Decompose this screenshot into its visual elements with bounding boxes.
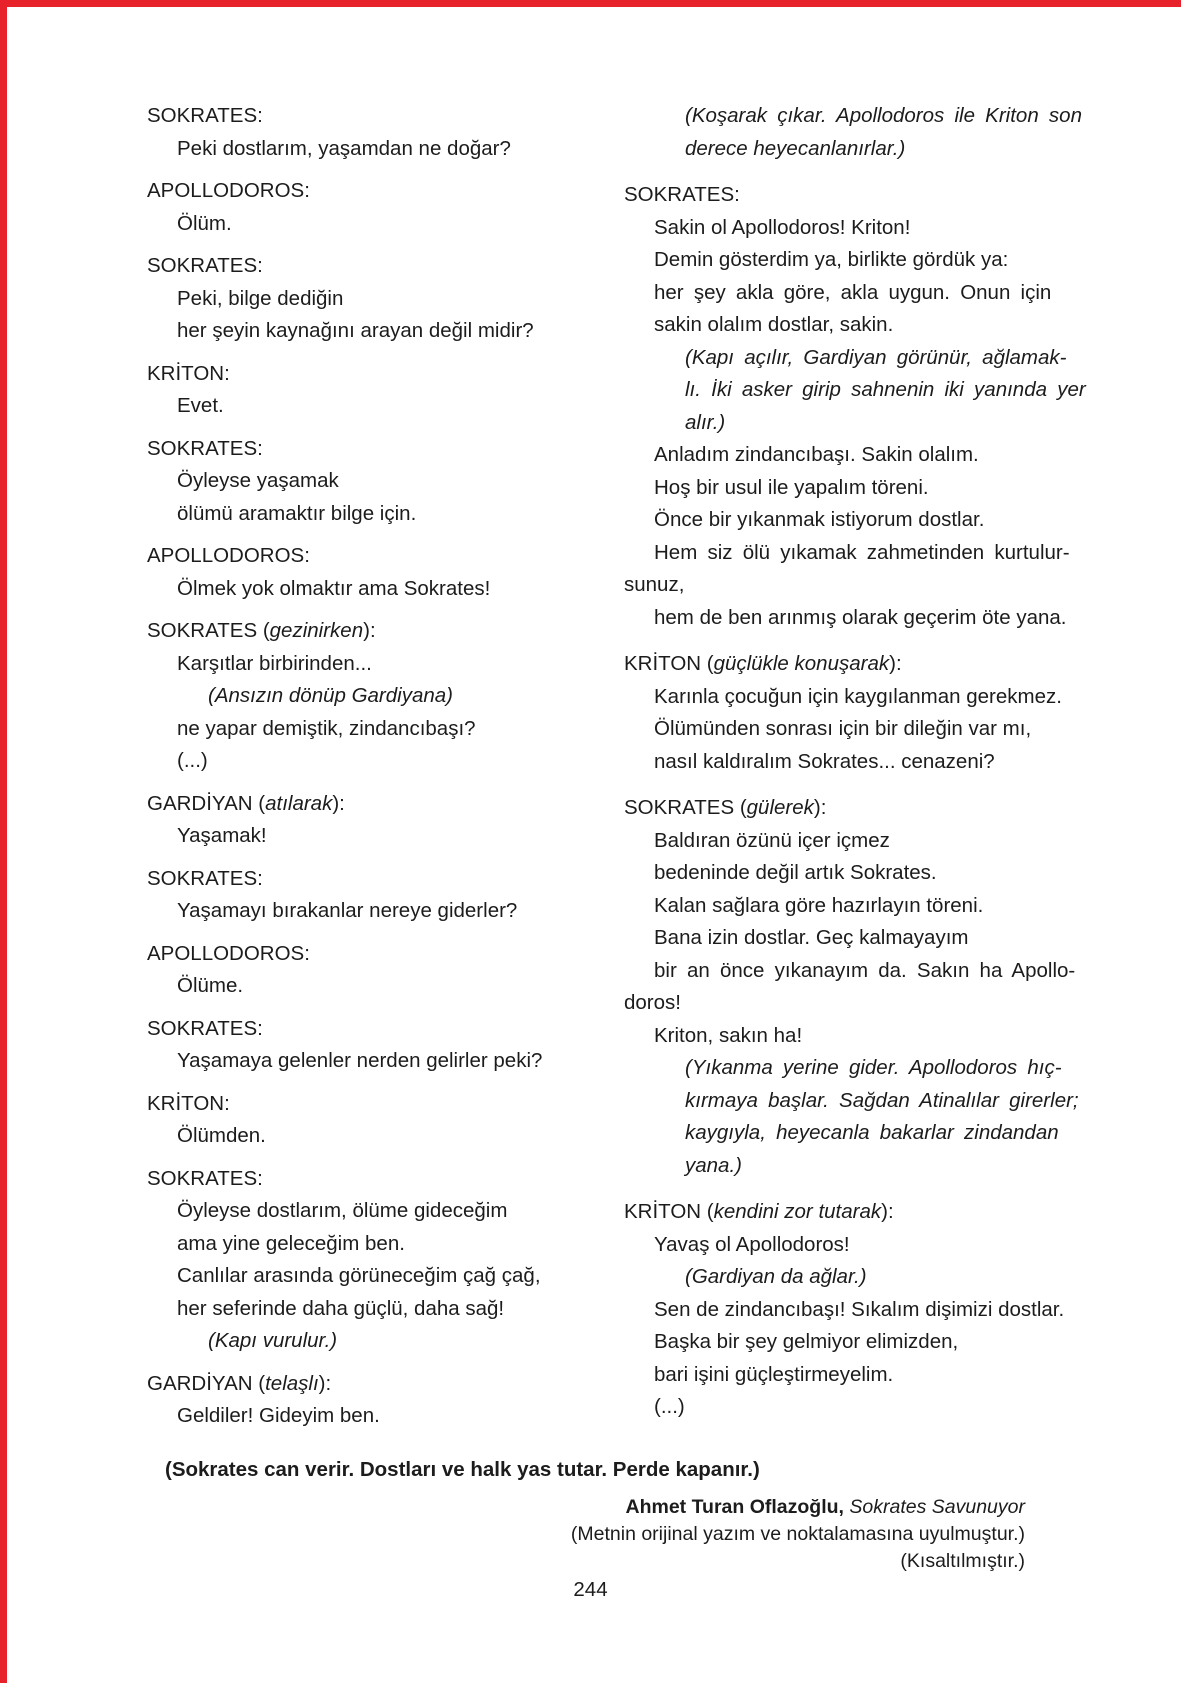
speech-block — [147, 175, 567, 240]
dialogue-line: Peki dostlarım, yaşamdan ne doğar? — [177, 136, 511, 160]
speaker-line: KRİTON: — [147, 361, 230, 385]
dialogue-line: Anladım zindancıbaşı. Sakin olalım. — [654, 443, 979, 466]
speech-block — [147, 1013, 567, 1078]
dialogue-line: Yaşamak! — [177, 824, 267, 847]
dialogue-line: Canlılar arasında görüneceğim çağ çağ, — [177, 1264, 541, 1287]
dialogue-line: bari işini güçleştirmeyelim. — [654, 1362, 894, 1386]
stage-direction-line: (Yıkanma yerine gider. Apollodoros hıç- — [685, 1056, 1062, 1079]
speaker-line: GARDİYAN (telaşlı): — [147, 1371, 332, 1395]
dialogue-line: bedeninde değil artık Sokrates. — [654, 861, 937, 884]
speech-block — [147, 863, 567, 928]
attribution-block — [571, 1494, 1025, 1575]
dialogue-line: her şey akla göre, akla uygun. Onun için — [654, 280, 1052, 304]
dialogue-line: Yavaş ol Apollodoros! — [654, 1232, 850, 1256]
dialogue-line: nasıl kaldıralım Sokrates... cenazeni? — [654, 749, 995, 773]
work-title: Sokrates Savunuyor — [849, 1496, 1025, 1518]
dialogue-line: Demin gösterdim ya, birlikte gördük ya: — [654, 248, 1009, 271]
dialogue-line: Geldiler! Gideyim ben. — [177, 1404, 380, 1427]
stage-direction-line: (Koşarak çıkar. Apollodoros ile Kriton son — [685, 104, 1082, 127]
script-column-right — [624, 100, 1086, 1424]
speaker-line: SOKRATES: — [147, 254, 263, 277]
stage-direction-line: (Kapı açılır, Gardiyan görünür, ağlamak- — [685, 345, 1067, 369]
dialogue-line: Ölüme. — [177, 974, 244, 997]
dialogue-line: Baldıran özünü içer içmez — [654, 828, 890, 852]
speaker-line: SOKRATES: — [147, 1016, 263, 1040]
dialogue-line: Karşıtlar birbirinden... — [177, 651, 372, 675]
speech-block — [624, 100, 1082, 165]
stage-direction-line: (Gardiyan da ağlar.) — [685, 1265, 867, 1288]
stage-direction-line: (Ansızın dönüp Gardiyana) — [208, 684, 453, 707]
dialogue-line: ölümü aramaktır bilge için. — [177, 501, 417, 525]
dialogue-line: Hoş bir usul ile yapalım töreni. — [654, 475, 929, 499]
dialogue-line: ne yapar demiştik, zindancıbaşı? — [177, 716, 476, 740]
dialogue-line: her seferinde daha güçlü, daha sağ! — [177, 1296, 505, 1320]
stage-direction-inline: kendini zor tutarak — [713, 1200, 882, 1223]
dialogue-line: Öyleyse dostlarım, ölüme gideceğim — [177, 1199, 508, 1222]
speaker-line: SOKRATES: — [147, 866, 263, 890]
dialogue-line: Evet. — [177, 394, 224, 417]
speech-block — [147, 788, 567, 853]
dialogue-line: Kalan sağlara göre hazırlayın töreni. — [654, 893, 984, 917]
script-column-left — [147, 100, 567, 1433]
closing-stage-direction: (Sokrates can verir. Dostları ve halk yas tutar. Perde kapanır.) — [165, 1458, 760, 1481]
dialogue-line: Kriton, sakın ha! — [654, 1023, 803, 1047]
dialogue-line: bir an önce yıkanayım da. Sakın ha Apollo- — [654, 958, 1076, 982]
speech-block — [624, 1196, 1069, 1424]
page-number: 244 — [573, 1578, 608, 1601]
dialogue-line: Hem siz ölü yıkamak zahmetinden kurtulur- — [654, 540, 1070, 564]
speaker-line: SOKRATES: — [147, 1166, 263, 1190]
speaker-line: KRİTON: — [147, 1091, 230, 1115]
dialogue-line: (...) — [177, 749, 208, 772]
speaker-line: APOLLODOROS: — [147, 179, 310, 202]
dialogue-line: Ölüm. — [177, 211, 232, 235]
dialogue-line: Sen de zindancıbaşı! Sıkalım dişimizi dostlar. — [654, 1297, 1065, 1321]
dialogue-line: Sakin ol Apollodoros! Kriton! — [654, 215, 911, 239]
dialogue-line: Ölmek yok olmaktır ama Sokrates! — [177, 576, 491, 600]
speech-block — [624, 648, 1069, 778]
speech-block — [147, 433, 567, 531]
dialogue-line: Ölümden. — [177, 1124, 266, 1147]
dialogue-line: Yaşamaya gelenler nerden gelirler peki? — [177, 1049, 543, 1072]
dialogue-line: Başka bir şey gelmiyor elimizden, — [654, 1330, 959, 1353]
author-name: Ahmet Turan Oflazoğlu, — [625, 1496, 844, 1518]
speech-block — [147, 100, 567, 165]
dialogue-line: sakin olalım dostlar, sakin. — [654, 313, 894, 336]
stage-direction-inline: gülerek — [746, 796, 814, 819]
speaker-line: SOKRATES: — [147, 436, 263, 460]
speech-block — [147, 540, 567, 605]
speech-block — [147, 358, 567, 423]
stage-direction-line: alır.) — [685, 410, 726, 434]
speech-block — [147, 1163, 567, 1358]
speech-block — [147, 615, 567, 778]
speaker-line: KRİTON (kendini zor tutarak): — [624, 1200, 894, 1223]
wrap-continuation-line: sunuz, — [624, 573, 685, 596]
stage-direction-inline: telaşlı — [265, 1371, 319, 1395]
dialogue-line: Bana izin dostlar. Geç kalmayayım — [654, 926, 969, 949]
dialogue-line: hem de ben arınmış olarak geçerim öte yana. — [654, 605, 1067, 629]
dialogue-line: ama yine geleceğim ben. — [177, 1231, 405, 1255]
speech-block — [147, 1368, 567, 1433]
speaker-line: SOKRATES: — [147, 104, 263, 127]
source-note-line: (Metnin orijinal yazım ve noktalamasına uyulmuştur.) — [570, 1523, 1025, 1545]
speaker-line: APOLLODOROS: — [147, 544, 310, 567]
speech-block — [624, 792, 1079, 1182]
stage-direction-inline: atılarak — [265, 791, 333, 815]
dialogue-line: her şeyin kaynağını arayan değil midir? — [177, 319, 534, 342]
speaker-line: SOKRATES: — [624, 183, 740, 206]
speaker-line: GARDİYAN (atılarak): — [147, 791, 345, 815]
wrap-continuation-line: doros! — [624, 991, 681, 1014]
dialogue-line: Önce bir yıkanmak istiyorum dostlar. — [654, 508, 985, 531]
speaker-line: KRİTON (güçlükle konuşarak): — [624, 652, 902, 675]
stage-direction-inline: gezinirken — [269, 619, 364, 642]
dialogue-line: Peki, bilge dediğin — [177, 286, 344, 310]
stage-direction-line: (Kapı vurulur.) — [208, 1329, 338, 1352]
speech-block — [624, 179, 1086, 634]
stage-direction-line: derece heyecanlanırlar.) — [685, 136, 906, 160]
author-work-line — [571, 1494, 1025, 1521]
page-edge-accent-left — [0, 0, 7, 1683]
speech-block — [147, 1088, 567, 1153]
abridged-note-line: (Kısaltılmıştır.) — [900, 1550, 1025, 1572]
stage-direction-line: kırmaya başlar. Sağdan Atinalılar girerler; — [685, 1088, 1079, 1112]
dialogue-line: Öyleyse yaşamak — [177, 469, 339, 492]
speaker-line: SOKRATES (gezinirken): — [147, 619, 376, 642]
stage-direction-inline: güçlükle konuşarak — [713, 652, 890, 675]
page-edge-accent-top — [0, 0, 1181, 7]
dialogue-line: Karınla çocuğun için kaygılanman gerekmez. — [654, 684, 1062, 708]
speaker-line: APOLLODOROS: — [147, 941, 310, 965]
stage-direction-line: kaygıyla, heyecanla bakarlar zindandan — [685, 1121, 1059, 1144]
stage-direction-line: yana.) — [685, 1153, 742, 1177]
stage-direction-line: lı. İki asker girip sahnenin iki yanında yer — [685, 378, 1086, 401]
dialogue-line: Yaşamayı bırakanlar nereye giderler? — [177, 899, 518, 922]
speaker-line: SOKRATES (gülerek): — [624, 796, 827, 819]
speech-block — [147, 938, 567, 1003]
speech-block — [147, 250, 567, 348]
dialogue-line: Ölümünden sonrası için bir dileğin var mı, — [654, 717, 1032, 740]
dialogue-line: (...) — [654, 1395, 685, 1418]
